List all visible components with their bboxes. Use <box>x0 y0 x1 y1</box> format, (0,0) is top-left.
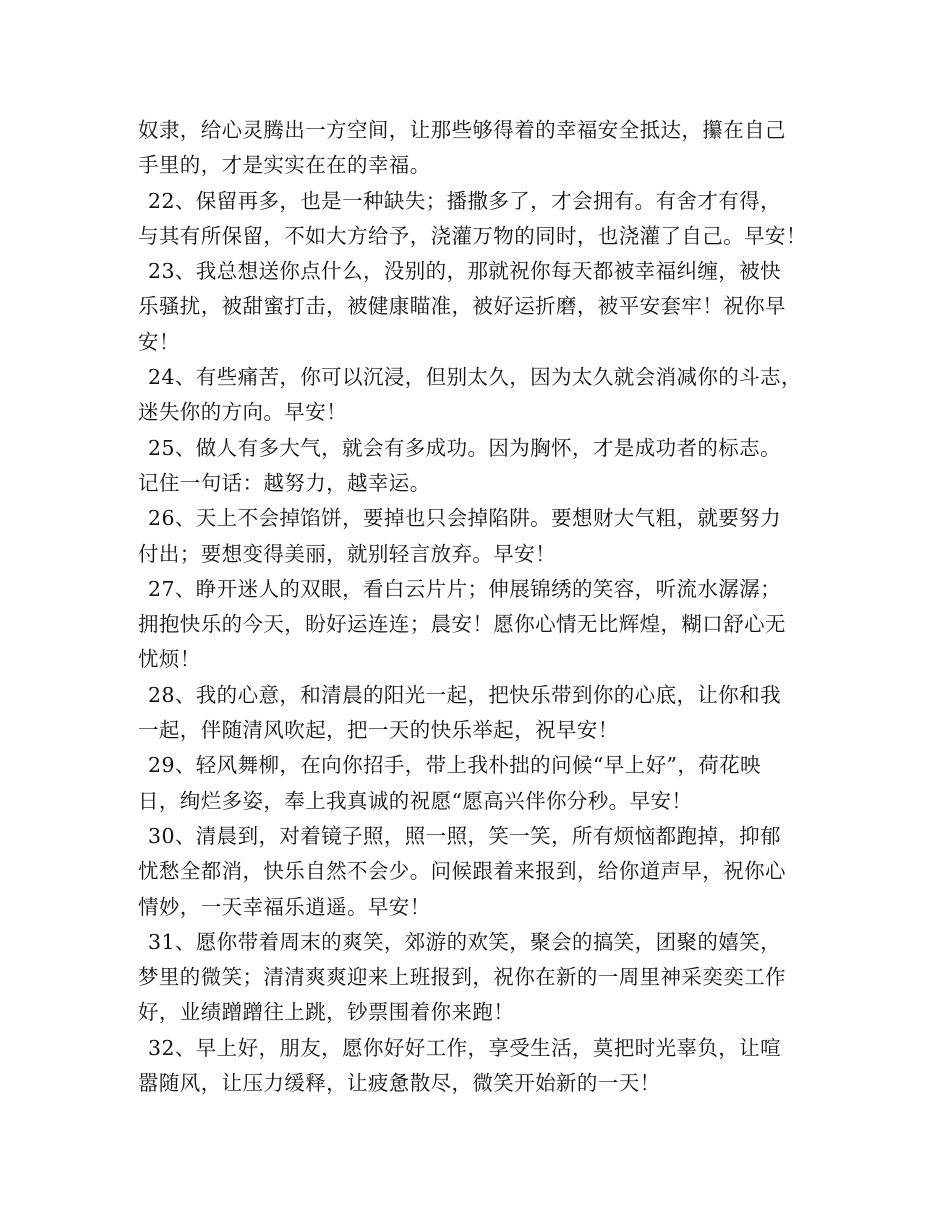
paragraph-21-continued <box>138 113 838 184</box>
paragraph-27 <box>138 572 838 678</box>
text-line: 嚣随风，让压力缓释，让疲惫散尽，微笑开始新的一天！ <box>138 1071 661 1096</box>
text-line: 31、愿你带着周末的爽笑，郊游的欢笑，聚会的搞笑，团聚的嬉笑， <box>148 929 781 954</box>
text-line: 记住一句话：越努力，越幸运。 <box>138 470 431 495</box>
paragraph-28 <box>138 678 838 749</box>
paragraph-22 <box>138 184 838 255</box>
paragraph-31 <box>138 925 838 1031</box>
text-line: 乐骚扰，被甜蜜打击，被健康瞄准，被好运折磨，被平安套牢！祝你早 <box>138 294 786 319</box>
text-line: 付出；要想变得美丽，就别轻言放弃。早安！ <box>138 541 556 566</box>
text-line: 忧烦！ <box>138 647 201 672</box>
text-line: 好，业绩蹭蹭往上跳，钞票围着你来跑！ <box>138 1000 515 1025</box>
text-line: 23、我总想送你点什么，没别的，那就祝你每天都被幸福纠缠，被快 <box>148 259 781 284</box>
text-line: 29、轻风舞柳，在向你招手，带上我朴拙的问候“早上好”，荷花映 <box>148 753 761 778</box>
document-page <box>138 113 838 1101</box>
text-line: 情妙，一天幸福乐逍遥。早安！ <box>138 894 431 919</box>
text-line: 30、清晨到，对着镜子照，照一照，笑一笑，所有烦恼都跑掉，抑郁 <box>148 823 781 848</box>
text-line: 32、早上好，朋友，愿你好好工作，享受生活，莫把时光辜负，让喧 <box>148 1035 781 1060</box>
text-line: 奴隶，给心灵腾出一方空间，让那些够得着的幸福安全抵达，攥在自己 <box>138 118 786 142</box>
paragraph-26 <box>138 501 838 572</box>
paragraph-29 <box>138 748 838 819</box>
text-line: 迷失你的方向。早安！ <box>138 400 347 425</box>
text-line: 22、保留再多，也是一种缺失；播撒多了，才会拥有。有舍才有得， <box>148 188 781 213</box>
text-line: 日，绚烂多姿，奉上我真诚的祝愿“愿高兴伴你分秒。早安！ <box>138 788 693 813</box>
text-line: 与其有所保留，不如大方给予，浇灌万物的同时，也浇灌了自己。早安！ <box>138 223 807 248</box>
text-line: 忧愁全都消，快乐自然不会少。问候跟着来报到，给你道声早，祝你心 <box>138 859 786 884</box>
text-line: 28、我的心意，和清晨的阳光一起，把快乐带到你的心底，让你和我 <box>148 682 781 707</box>
text-line: 25、做人有多大气，就会有多成功。因为胸怀，才是成功者的标志。 <box>148 435 781 460</box>
text-line: 拥抱快乐的今天，盼好运连连；晨安！愿你心情无比辉煌，糊口舒心无 <box>138 612 786 637</box>
paragraph-32 <box>138 1031 838 1102</box>
text-line: 手里的，才是实实在在的幸福。 <box>138 153 431 178</box>
paragraph-25 <box>138 431 838 502</box>
text-line: 一起，伴随清风吹起，把一天的快乐举起，祝早安！ <box>138 718 619 743</box>
text-line: 安！ <box>138 329 180 354</box>
text-line: 26、天上不会掉馅饼，要掉也只会掉陷阱。要想财大气粗，就要努力 <box>148 506 781 531</box>
paragraph-23 <box>138 254 838 360</box>
text-line: 梦里的微笑；清清爽爽迎来上班报到，祝你在新的一周里神采奕奕工作 <box>138 965 786 990</box>
paragraph-24 <box>138 360 838 431</box>
text-line: 24、有些痛苦，你可以沉浸，但别太久，因为太久就会消减你的斗志， <box>148 365 802 390</box>
text-line: 27、睁开迷人的双眼，看白云片片；伸展锦绣的笑容，听流水潺潺； <box>148 576 781 601</box>
paragraph-30 <box>138 819 838 925</box>
